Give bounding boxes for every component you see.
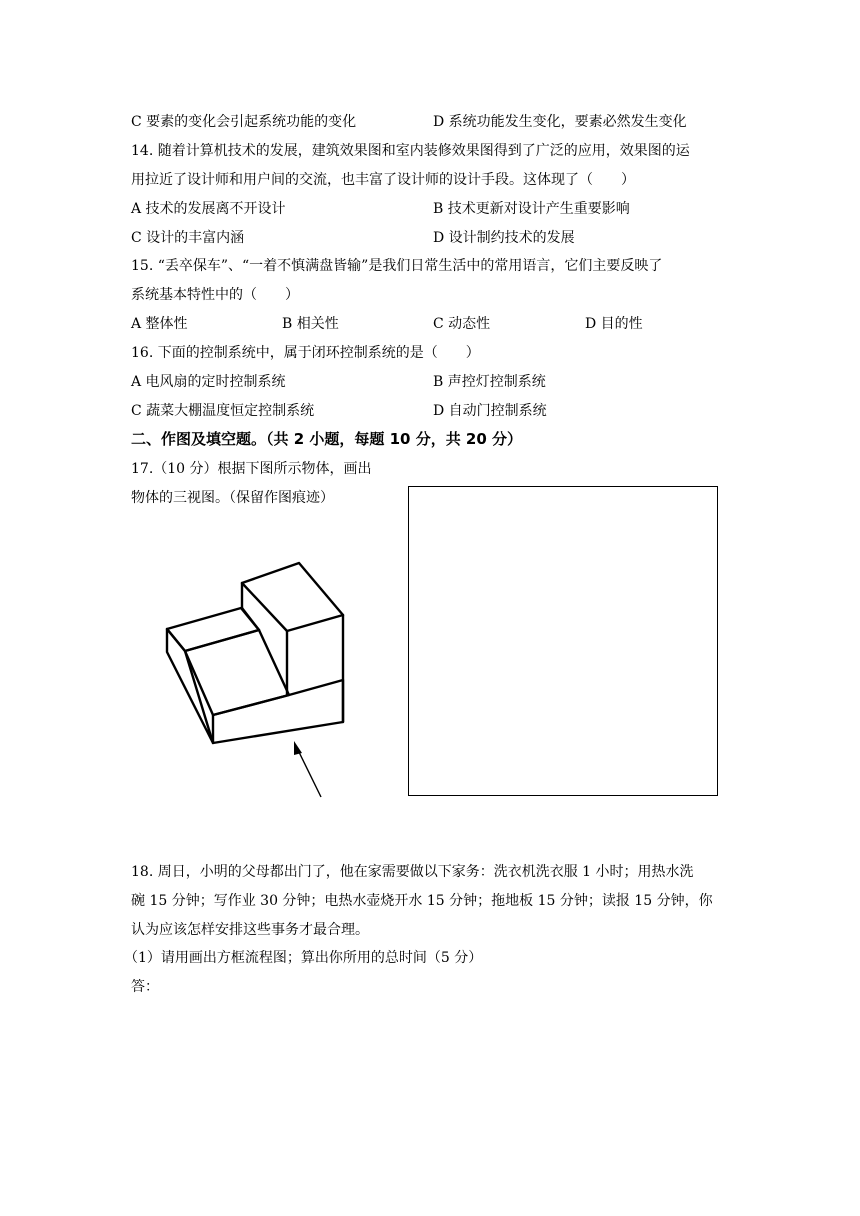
q16-option-a: A 电风扇的定时控制系统 — [131, 374, 286, 390]
q16-option-c: C 蔬菜大棚温度恒定控制系统 — [131, 403, 315, 419]
q14-option-c: C 设计的丰富内涵 — [131, 230, 245, 246]
q17-stem-line2: 物体的三视图。（保留作图痕迹） — [131, 490, 334, 506]
q17-stem-line1: 17.（10 分）根据下图所示物体，画出 — [131, 461, 372, 477]
q14-option-d: D 设计制约技术的发展 — [433, 230, 575, 246]
q15-option-a: A 整体性 — [131, 316, 188, 332]
q15-stem-line1: 15. “丢卒保车”、“一着不慎满盘皆输”是我们日常生活中的常用语言，它们主要反映了 — [131, 258, 663, 274]
q15-option-c: C 动态性 — [433, 316, 491, 332]
q18-stem-line1: 18. 周日，小明的父母都出门了，他在家需要做以下家务：洗衣机洗衣服 1 小时；用热水洗 — [131, 864, 694, 880]
q16-stem: 16. 下面的控制系统中，属于闭环控制系统的是（ ） — [131, 345, 480, 361]
three-view-answer-box[interactable] — [408, 486, 718, 796]
block-front-face — [213, 680, 343, 743]
section-2-heading: 二、作图及填空题。（共 2 小题，每题 10 分，共 20 分） — [131, 430, 523, 448]
q18-sub-question-1: （1）请用画出方框流程图；算出你所用的总时间（5 分） — [124, 950, 483, 966]
q13-option-d: D 系统功能发生变化，要素必然发生变化 — [433, 114, 687, 130]
q14-option-a: A 技术的发展离不开设计 — [131, 201, 286, 217]
q14-stem-line2: 用拉近了设计师和用户间的交流，也丰富了设计师的设计手段。这体现了（ ） — [131, 172, 635, 188]
isometric-block-figure — [150, 555, 360, 805]
q16-option-b: B 声控灯控制系统 — [433, 374, 546, 390]
block-upper-top-face — [242, 563, 343, 631]
q15-option-d: D 目的性 — [585, 316, 643, 332]
q16-option-d: D 自动门控制系统 — [433, 403, 547, 419]
q14-option-b: B 技术更新对设计产生重要影响 — [433, 201, 630, 217]
q13-option-c: C 要素的变化会引起系统功能的变化 — [131, 114, 357, 130]
q18-stem-line2: 碗 15 分钟；写作业 30 分钟；电热水壶烧开水 15 分钟；拖地板 15 分钟；读报 15 分钟，你 — [131, 893, 713, 909]
q14-stem-line1: 14. 随着计算机技术的发展，建筑效果图和室内装修效果图得到了广泛的应用，效果图的运 — [131, 143, 690, 159]
q18-answer-label: 答： — [131, 979, 159, 995]
q15-stem-line2: 系统基本特性中的（ ） — [131, 287, 299, 303]
q18-stem-line3: 认为应该怎样安排这些事务才最合理。 — [131, 922, 369, 938]
q15-option-b: B 相关性 — [282, 316, 339, 332]
view-direction-arrow — [294, 741, 321, 797]
